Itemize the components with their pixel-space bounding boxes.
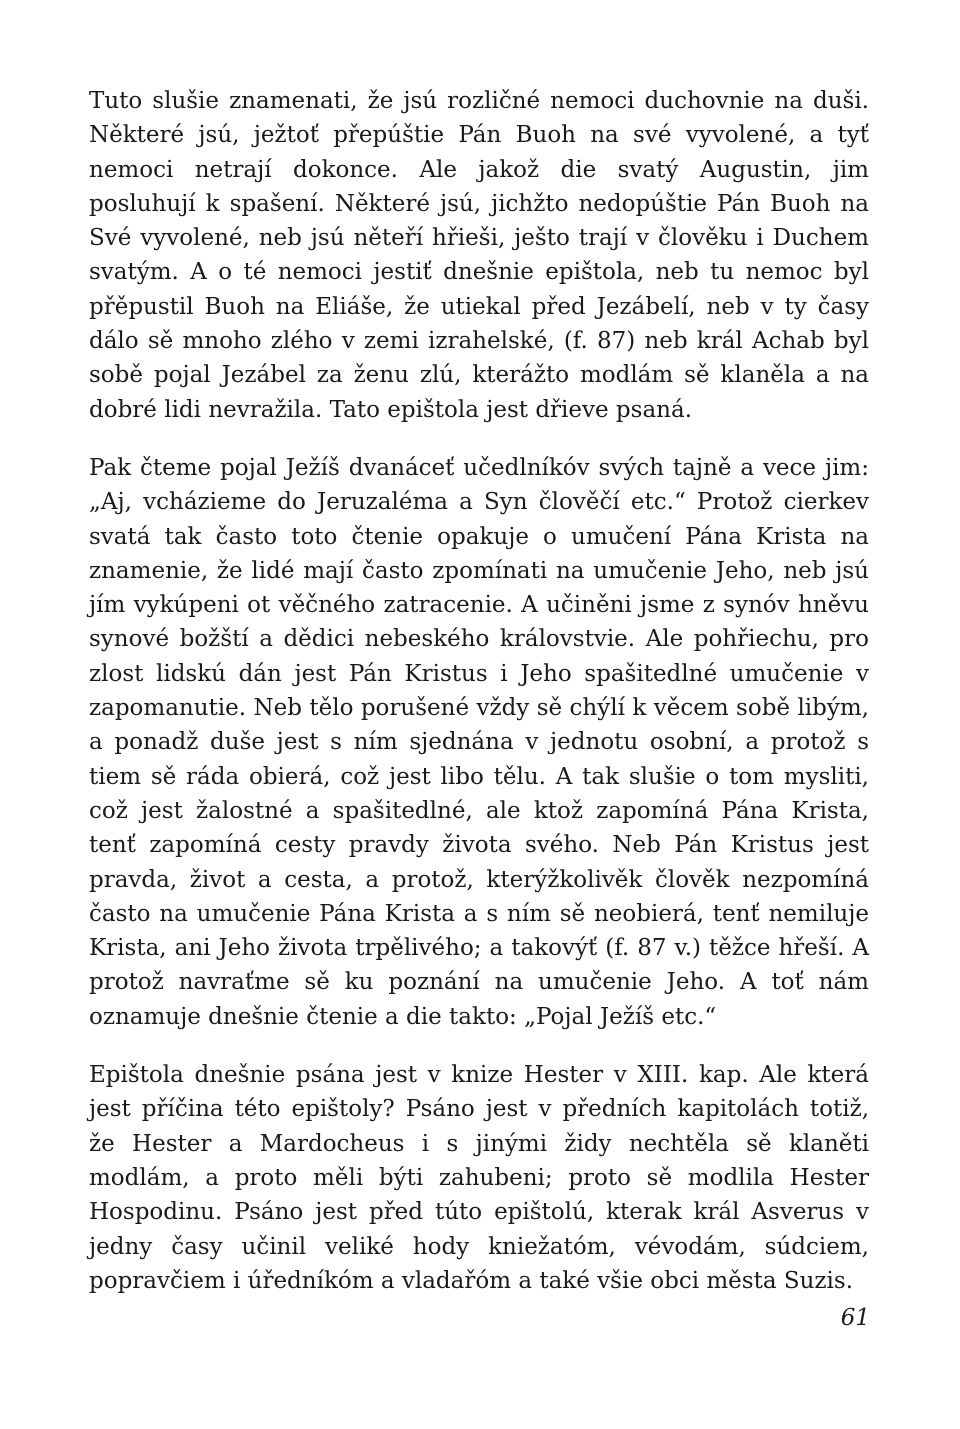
paragraph-3: Epištola dnešnie psána jest v knize Hester v XIII. kap. Ale která jest příčina této epištoly? Psáno jest v předních kapitolách totiž, že Hester a Mardocheus i s jinými židy nechtěla sě klaněti modlám, a proto měli býti zahubeni; proto sě modlila Hester Hospodinu. Psáno jest před túto epištolú, kterak král Asverus v jedny časy učinil veliké hody kniežatóm, vévodám, súdciem, popravčiem i úředníkóm a vladařóm a také všie obci města Suzis. [89,1062,869,1294]
page-body [89,84,869,1298]
page-number: 61 [840,1305,870,1331]
paragraph-2: Pak čteme pojal Ježíš dvanáceť učedlníkóv svých tajně a vece jim: „Aj, vcházieme do Jeruzaléma a Syn člověčí etc.“ Protož cierkev svatá tak často toto čtenie opakuje o umučení Pána Krista na znamenie, že lidé mají často zpomínati na umučenie Jeho, neb jsú jím vykúpeni ot věčného zatracenie. A učiněni jsme z synóv hněvu synové božští a dědici nebeského královstvie. Ale pohřiechu, pro zlost lidskú dán jest Pán Kristus i Jeho spašitedlné umučenie v zapomanutie. Neb tělo porušené vždy sě chýlí k věcem sobě libým, a ponadž duše jest s ním sjednána v jednotu osobní, a protož s tiem sě ráda obierá, což jest libo tělu. A tak slušie o tom mysliti, což jest žalostné a spašitedlné, ale ktož zapomíná Pána Krista, tenť zapomíná cesty pravdy života svého. Neb Pán Kristus jest pravda, život a cesta, a protož, kterýžkolivěk člověk nezpomíná často na umučenie Pána Krista a s ním sě neobierá, tenť nemiluje Krista, ani Jeho života trpělivého; a takovýť (f. 87 v.) těžce hřeší. A protož navraťme sě ku poznání na umučenie Jeho. A toť nám oznamuje dnešnie čtenie a die takto: „Pojal Ježíš etc.“ [89,454,869,1030]
paragraph-1: Tuto slušie znamenati, že jsú rozličné nemoci duchovnie na duši. Některé jsú, ježtoť přepúštie Pán Buoh na své vyvolené, a tyť nemoci netrají dokonce. Ale jakož die svatý Augustin, jim posluhují k spašení. Některé jsú, jichžto nedopúštie Pán Buoh na Své vyvolené, neb jsú něteří hřieši, ješto trají v člověku i Duchem svatým. A o té nemoci jestiť dnešnie epištola, neb tu nemoc byl přěpustil Buoh na Eliáše, že utiekal před Jezábelí, neb v ty časy dálo sě mnoho zlého v zemi izrahelské, (f. 87) neb král Achab byl sobě pojal Jezábel za ženu zlú, kterážto modlám sě klaněla a na dobré lidi nevražila. Tato epištola jest dřieve psaná. [89,88,869,423]
